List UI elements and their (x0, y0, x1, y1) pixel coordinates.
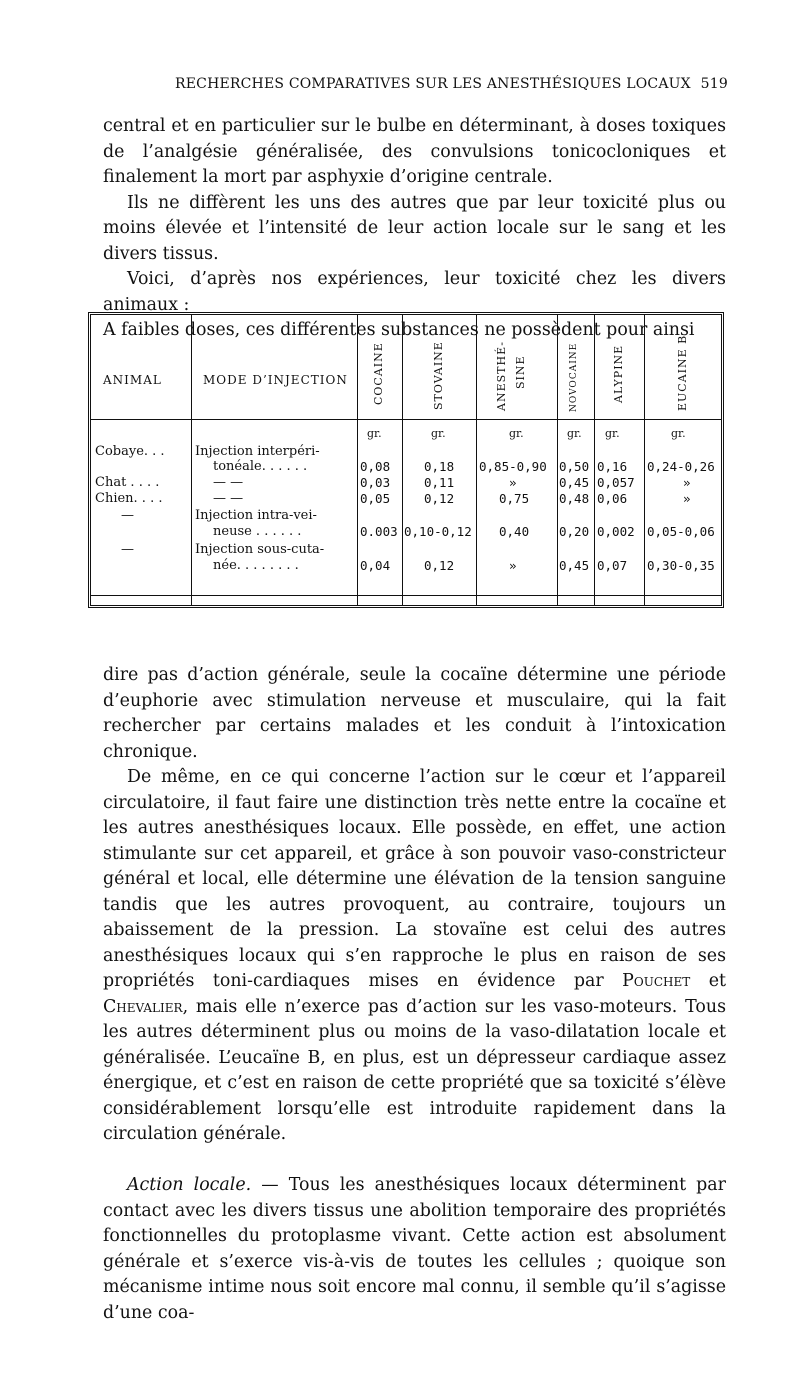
col-divider (402, 315, 403, 605)
col-divider (557, 315, 558, 605)
col-divider (594, 315, 595, 605)
unit-label: gr. (671, 427, 686, 440)
row-mode: Injection intra-vei- (195, 508, 317, 523)
cell-novocaine: 0,45 (559, 475, 590, 490)
cell-eucaine: 0,05-0,06 (647, 524, 715, 539)
column-header-cocaine: COCAINE (372, 342, 385, 405)
cell-eucaine: 0,30-0,35 (647, 558, 715, 573)
cell-alypine: 0,057 (597, 475, 635, 490)
intro-text (103, 114, 726, 344)
toxicity-table (88, 312, 724, 608)
column-header-stovaine: STOVAINE (432, 341, 445, 410)
cell-novocaine: 0,20 (559, 524, 590, 539)
row-mode: — — (213, 475, 244, 490)
row-mode: Injection sous-cuta- (195, 542, 325, 557)
cell-cocaine: 0,05 (360, 491, 391, 506)
cell-alypine: 0,07 (597, 558, 628, 573)
cell-eucaine: » (683, 475, 691, 490)
cell-anesthesine: 0,85-0,90 (479, 459, 547, 474)
cell-novocaine: 0,50 (559, 459, 590, 474)
cell-eucaine: 0,24-0,26 (647, 459, 715, 474)
paragraph-circulation: De même, en ce qui concerne l’action sur le cœur et l’appareil circulatoire, il faut faire une distinction très nette entre la cocaïne et les autres anesthésiques locaux. Elle possède, en effet, une action stimulante sur cet appareil, et grâce à son pouvoir vaso-constricteur général et local, elle détermine une élévation de la tension sanguine tandis que les autres provoquent, au contraire, toujours un abaissement de la pression. La stovaïne est celui des autres anesthésiques locaux qui s’en rapproche le plus en raison de ses propriétés toni-cardiaques mises en évidence par Pouchet et Chevalier, mais elle n’exerce pas d’action sur les vaso-moteurs. Tous les autres déterminent plus ou moins de la vaso-dilatation locale et généralisée. L’eucaïne B, en plus, est un dépresseur cardiaque assez énergique, et c’est en raison de cette propriété que sa toxicité s’élève considérablement lorsqu’elle est introduite rapidement dans la circulation générale. (103, 767, 726, 1144)
row-mode-cont: née. . . . . . . . (213, 558, 299, 573)
cell-eucaine: » (683, 491, 691, 506)
cell-stovaine: 0,18 (424, 459, 455, 474)
intro-line-2: Ils ne diffèrent les uns des autres que par leur toxicité plus ou moins élevée et l’intensité de leur action locale sur le sang et les divers tissus. (103, 192, 726, 264)
col-divider (476, 315, 477, 605)
column-header-anesthesine-b: SINE (514, 355, 527, 389)
cell-alypine: 0,16 (597, 459, 628, 474)
row-animal: Chat . . . . (95, 475, 160, 490)
column-header-novocaine: NOVOCAINE (569, 342, 579, 412)
row-mode: — — (213, 491, 244, 506)
column-header-animal: ANIMAL (103, 373, 162, 387)
cell-cocaine: 0,08 (360, 459, 391, 474)
column-header-mode: MODE D’INJECTION (203, 373, 348, 387)
unit-label: gr. (509, 427, 524, 440)
column-header-alypine: ALYPINE (612, 344, 625, 403)
cell-alypine: 0,06 (597, 491, 628, 506)
cell-stovaine: 0,12 (424, 558, 455, 573)
row-animal: — (121, 542, 134, 557)
row-animal: Cobaye. . . (95, 444, 165, 459)
paragraph-action-locale: — Tous les anesthésiques locaux déterminent par contact avec les divers tissus une abolition temporaire des propriétés fonctionnelles du protoplasme vivant. Cette action est absolument générale et s’exerce vis-à-vis de toutes les cellules ; quoique son mécanisme intime nous soit encore mal connu, il semble qu’il s’agisse d’une coa- (103, 1175, 726, 1323)
paragraph-euphoria: dire pas d’action générale, seule la cocaïne détermine une période d’euphorie avec stimulation nerveuse et musculaire, qui la fait rechercher par certains malades et les conduit à l’intoxication chronique. (103, 665, 726, 762)
page-number: 519 (700, 76, 728, 92)
unit-label: gr. (431, 427, 446, 440)
cell-stovaine: 0,11 (424, 475, 455, 490)
intro-line-1: central et en particulier sur le bulbe en déterminant, à doses toxiques de l’analgésie généralisée, des convulsions tonicocloniques et finalement la mort par asphyxie d’origine centrale. (103, 116, 726, 187)
row-mode-cont: neuse . . . . . . (213, 524, 302, 539)
cell-cocaine: 0.003 (360, 524, 398, 539)
cell-anesthesine: » (509, 558, 517, 573)
header-divider (91, 419, 721, 420)
column-header-anesthesine-a: ANESTHÉ- (495, 340, 508, 411)
cell-anesthesine: » (509, 475, 517, 490)
cell-alypine: 0,002 (597, 524, 635, 539)
cell-cocaine: 0,04 (360, 558, 391, 573)
col-divider (644, 315, 645, 605)
body-text (103, 663, 726, 1326)
row-mode-cont: tonéale. . . . . . (213, 459, 308, 474)
cell-cocaine: 0,03 (360, 475, 391, 490)
cell-novocaine: 0,45 (559, 558, 590, 573)
unit-label: gr. (605, 427, 620, 440)
author-pouchet: Pouchet (622, 971, 691, 991)
row-animal: Chien. . . . (95, 491, 163, 506)
col-divider (191, 315, 192, 605)
intro-line-4: A faibles doses, ces différentes substances ne possèdent pour ainsi (103, 320, 695, 340)
row-animal: — (121, 508, 134, 523)
author-chevalier: Chevalier (103, 996, 183, 1017)
unit-label: gr. (367, 427, 382, 440)
intro-line-3: Voici, d’après nos expériences, leur toxicité chez les divers animaux : (103, 269, 726, 315)
running-title: RECHERCHES COMPARATIVES SUR LES ANESTHÉSIQUES LOCAUX (175, 76, 691, 92)
cell-novocaine: 0,48 (559, 491, 590, 506)
cell-stovaine: 0,12 (424, 491, 455, 506)
cell-anesthesine: 0,75 (499, 491, 530, 506)
cell-anesthesine: 0,40 (499, 524, 530, 539)
column-header-eucaine: EUCAINE B (676, 334, 689, 411)
footer-divider (91, 595, 721, 596)
section-title-action-locale: Action locale. (127, 1175, 252, 1195)
row-mode: Injection interpéri- (195, 444, 320, 459)
unit-label: gr. (567, 427, 582, 440)
col-divider (357, 315, 358, 605)
cell-stovaine: 0,10-0,12 (404, 524, 472, 539)
